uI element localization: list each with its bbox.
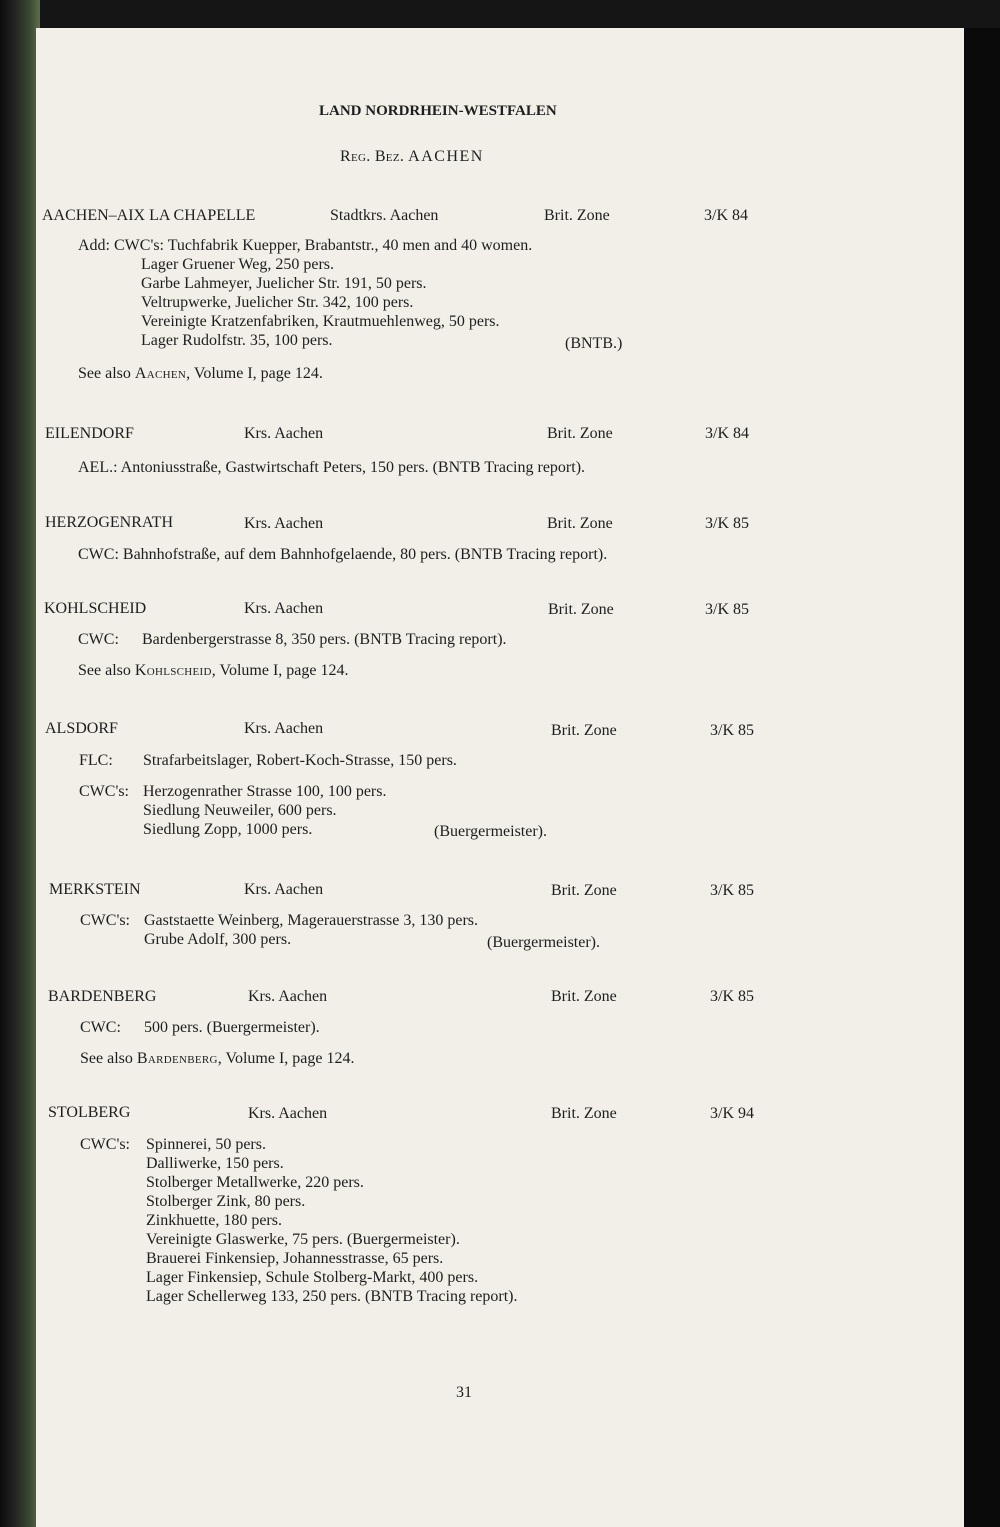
entry-zone: Brit. Zone [548,601,614,618]
entry-name: ALSDORF [45,720,118,737]
entry-line: Siedlung Zopp, 1000 pers. [143,821,313,838]
entry-line: Vereinigte Kratzenfabriken, Krautmuehlenweg, 50 pers. [141,313,500,330]
entry-source: (BNTB.) [565,335,623,352]
entry-zone: Brit. Zone [551,988,617,1005]
entry-name: AACHEN–AIX LA CHAPELLE [42,207,256,224]
entry-district: Krs. Aachen [244,600,324,617]
entry-line: Garbe Lahmeyer, Juelicher Str. 191, 50 pers. [141,275,427,292]
entry-grid: 3/K 85 [705,515,749,532]
entry-line: Siedlung Neuweiler, 600 pers. [143,802,337,819]
see-also [78,364,323,383]
entry-line: Lager Schellerweg 133, 250 pers. (BNTB Tracing report). [146,1288,518,1305]
entry-line: Gaststaette Weinberg, Magerauerstrasse 3, 130 pers. [144,912,479,929]
entry-grid: 3/K 85 [710,882,754,899]
see-also [80,1049,355,1068]
entry-line: Lager Finkensiep, Schule Stolberg-Markt, 400 pers. [146,1269,479,1286]
entry-district: Krs. Aachen [244,425,324,442]
entry-zone: Brit. Zone [544,207,610,224]
entry-zone: Brit. Zone [547,425,613,442]
subtitle-region: AACHEN [408,148,484,165]
see-also-place: Aachen [134,365,187,382]
entry-name: HERZOGENRATH [45,514,173,531]
entry-line: Vereinigte Glaswerke, 75 pers. (Buergermeister). [146,1231,460,1248]
entry-line: Zinkhuette, 180 pers. [146,1212,282,1229]
entry-name: KOHLSCHEID [44,600,147,617]
entry-district: Krs. Aachen [244,515,324,532]
entry-name: STOLBERG [48,1104,131,1121]
entry-grid: 3/K 85 [705,601,749,618]
entry-label: CWC's: [80,912,130,929]
entry-district: Krs. Aachen [248,988,328,1005]
entry-district: Krs. Aachen [244,881,324,898]
entry-grid: 3/K 94 [710,1105,754,1122]
entry-label: CWC: [78,631,119,648]
document-page [36,28,964,1527]
entry-line: Strafarbeitslager, Robert-Koch-Strasse, 150 pers. [143,752,457,769]
entry-zone: Brit. Zone [551,722,617,739]
entry-label: FLC: [79,752,113,769]
entry-line: Herzogenrather Strasse 100, 100 pers. [143,783,387,800]
page-edge-shadow [964,28,1000,1527]
see-also-suffix: , Volume I, page 124. [186,365,323,382]
see-also-prefix: See also [78,662,131,679]
entry-line: Lager Rudolfstr. 35, 100 pers. [141,332,333,349]
entry-grid: 3/K 84 [704,207,748,224]
entry-name: MERKSTEIN [49,881,141,898]
entry-line: CWC: Bahnhofstraße, auf dem Bahnhofgelaende, 80 pers. (BNTB Tracing report). [78,546,608,563]
entry-source: (Buergermeister). [487,934,600,951]
entry-name: EILENDORF [45,425,134,442]
see-also-prefix: See also [78,365,131,382]
page-subtitle [340,147,484,166]
entry-district: Stadtkrs. Aachen [330,207,439,224]
see-also-suffix: , Volume I, page 124. [211,662,349,679]
entry-district: Krs. Aachen [244,720,324,737]
entry-line: Stolberger Metallwerke, 220 pers. [146,1174,364,1191]
see-also [78,661,349,680]
entry-line: Bardenbergerstrasse 8, 350 pers. (BNTB Tracing report). [142,631,507,648]
entry-line: AEL.: Antoniusstraße, Gastwirtschaft Peters, 150 pers. (BNTB Tracing report). [78,459,586,476]
entry-line: Brauerei Finkensiep, Johannesstrasse, 65 pers. [146,1250,444,1267]
entry-zone: Brit. Zone [551,1105,617,1122]
entry-label: CWC's: [80,1136,130,1153]
entry-line: Stolberger Zink, 80 pers. [146,1193,306,1210]
entry-grid: 3/K 84 [705,425,749,442]
see-also-place: Bardenberg [136,1050,218,1067]
entry-line: Spinnerei, 50 pers. [146,1136,266,1153]
entry-label: CWC: [80,1019,121,1036]
entry-line: 500 pers. (Buergermeister). [144,1019,320,1036]
page-title: LAND NORDRHEIN-WESTFALEN [319,103,557,119]
book-spine [0,0,40,1527]
entry-name: BARDENBERG [48,988,157,1005]
entry-label: CWC's: [79,783,129,800]
see-also-place: Kohlscheid [134,662,212,679]
entry-line: Dalliwerke, 150 pers. [146,1155,284,1172]
entry-district: Krs. Aachen [248,1105,328,1122]
entry-source: (Buergermeister). [434,823,547,840]
see-also-suffix: , Volume I, page 124. [217,1050,355,1067]
see-also-prefix: See also [80,1050,133,1067]
entry-line: Grube Adolf, 300 pers. [144,931,292,948]
entry-zone: Brit. Zone [551,882,617,899]
entry-grid: 3/K 85 [710,722,754,739]
entry-line: Add: CWC's: Tuchfabrik Kuepper, Brabantstr., 40 men and 40 women. [78,237,533,254]
entry-line: Lager Gruener Weg, 250 pers. [141,256,335,273]
entry-zone: Brit. Zone [547,515,613,532]
subtitle-prefix: Reg. Bez. [340,148,405,165]
entry-grid: 3/K 85 [710,988,754,1005]
entry-line: Veltrupwerke, Juelicher Str. 342, 100 pers. [141,294,414,311]
page-number: 31 [456,1384,472,1401]
